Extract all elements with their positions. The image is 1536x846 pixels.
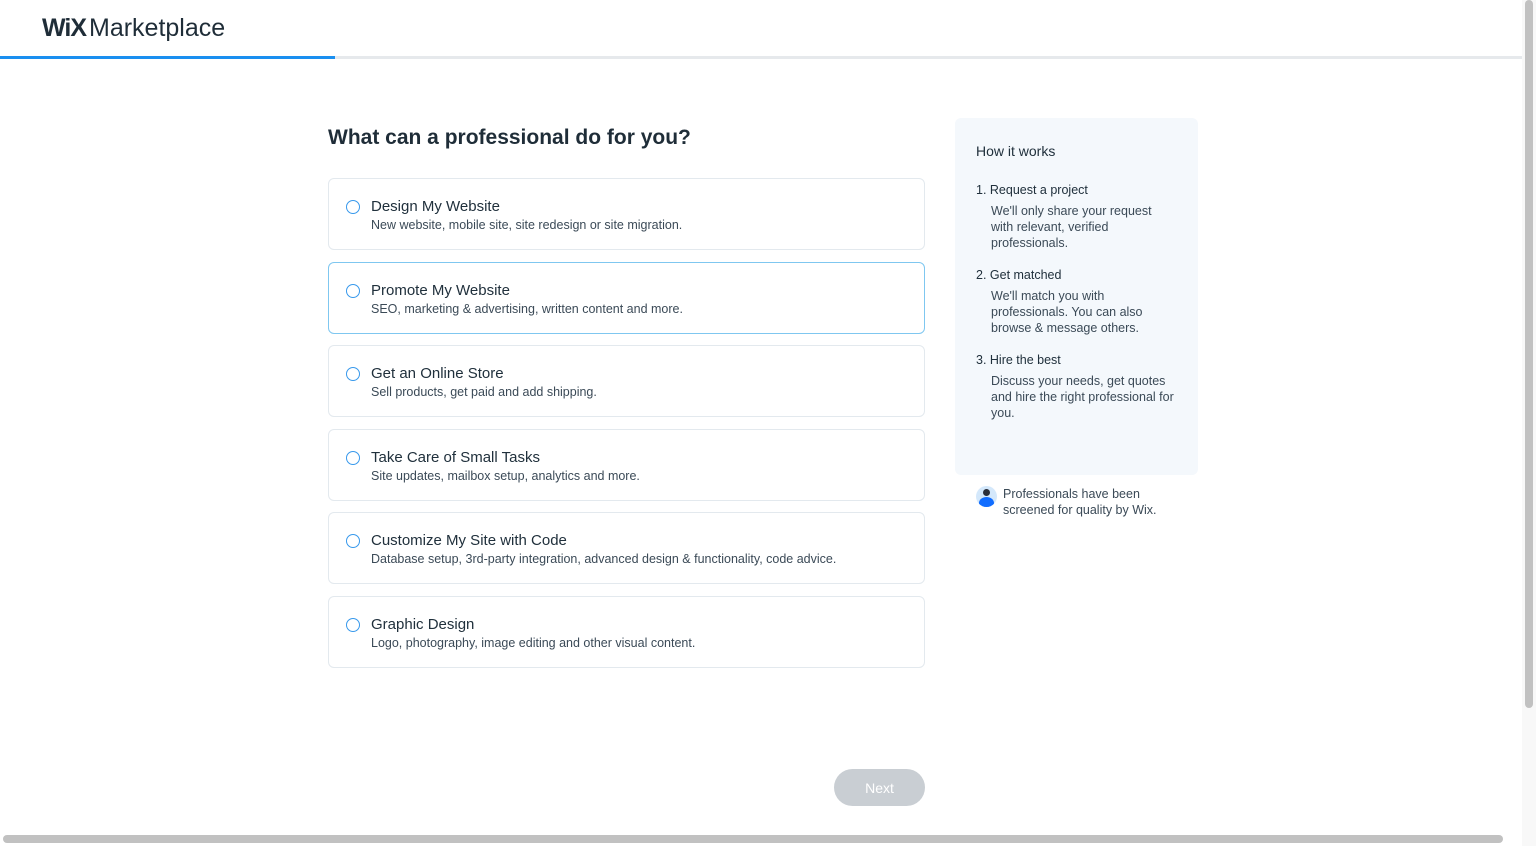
option-description: Logo, photography, image editing and other visual content.: [371, 636, 696, 650]
option-card[interactable]: [328, 178, 925, 250]
radio-button[interactable]: [346, 534, 360, 548]
vertical-scrollbar[interactable]: [1522, 0, 1536, 846]
vertical-scroll-thumb[interactable]: [1525, 0, 1533, 708]
step-1: 1. Request a project We'll only share your request with relevant, verified professionals.: [976, 183, 1152, 250]
screened-note: Professionals have been screened for quality by Wix.: [976, 486, 1173, 518]
step-3: 3. Hire the best Discuss your needs, get quotes and hire the right professional for you.: [976, 353, 1174, 420]
option-description: SEO, marketing & advertising, written content and more.: [371, 301, 683, 316]
option-title: Promote My Website: [371, 281, 510, 299]
progress-fill: [0, 56, 335, 59]
radio-button[interactable]: [346, 284, 360, 298]
option-card[interactable]: [328, 596, 925, 668]
option-card[interactable]: [328, 512, 925, 584]
progress-bar: [0, 56, 1522, 59]
header: [0, 0, 1522, 60]
radio-button[interactable]: [346, 618, 360, 632]
radio-button[interactable]: [346, 451, 360, 465]
next-button[interactable]: Next: [834, 769, 925, 806]
page-title: What can a professional do for you?: [328, 126, 691, 149]
option-card[interactable]: [328, 345, 925, 417]
option-card[interactable]: [328, 262, 925, 334]
option-title: Design My Website: [371, 198, 500, 215]
wix-marketplace-logo[interactable]: WiX Marketplace: [42, 14, 226, 42]
option-description: New website, mobile site, site redesign or site migration.: [371, 218, 683, 232]
option-card[interactable]: [328, 429, 925, 501]
step-2: 2. Get matched We'll match you with professionals. You can also browse & message others.: [976, 268, 1143, 335]
option-title: Graphic Design: [371, 616, 475, 633]
how-it-works-title: How it works: [976, 143, 1056, 159]
option-description: Database setup, 3rd-party integration, advanced design & functionality, code advice.: [371, 552, 837, 567]
option-description: Sell products, get paid and add shipping.: [371, 385, 597, 400]
radio-button[interactable]: [346, 367, 360, 381]
horizontal-scroll-thumb[interactable]: [3, 835, 1503, 843]
option-description: Site updates, mailbox setup, analytics and more.: [371, 468, 640, 483]
option-title: Get an Online Store: [371, 365, 504, 383]
radio-button[interactable]: [346, 200, 360, 214]
option-title: Customize My Site with Code: [371, 532, 567, 550]
professional-avatar-icon: [976, 486, 997, 507]
how-it-works-panel: [955, 118, 1198, 475]
option-title: Take Care of Small Tasks: [371, 448, 540, 466]
